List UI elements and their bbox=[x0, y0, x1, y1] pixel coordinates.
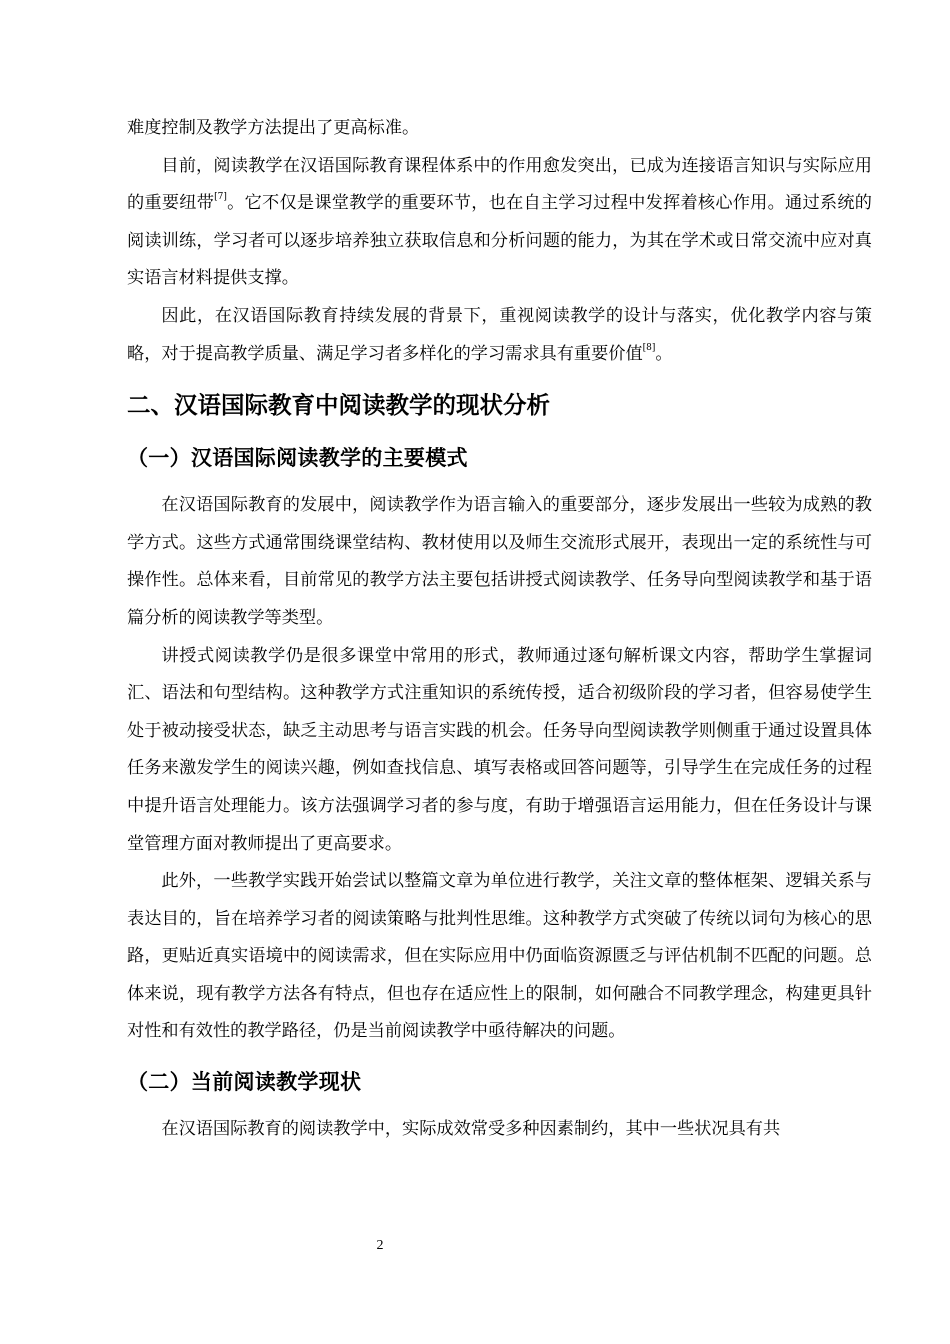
paragraph-text: 。 bbox=[655, 343, 673, 364]
paragraph-teaching-modes: 在汉语国际教育的发展中，阅读教学作为语言输入的重要部分，逐步发展出一些较为成熟的教学方式。这些方式通常围绕课堂结构、教材使用以及师生交流形式展开，表现出一定的系统性与可操作性。总体来看，目前常见的教学方法主要包括讲授式阅读教学、任务导向型阅读教学和基于语篇分析的阅读教学等类型。 bbox=[127, 495, 872, 628]
paragraph-text: 目前，阅读教学在汉语国际教育课程体系中的作用愈发突出，已成为连接语言知识与实际应用的重要纽带 bbox=[127, 155, 872, 214]
paragraph-current-status: 在汉语国际教育的阅读教学中，实际成效常受多种因素制约，其中一些状况具有共 bbox=[161, 1119, 781, 1140]
section-heading: 二、汉语国际教育中阅读教学的现状分析 bbox=[127, 391, 550, 420]
paragraph-conclusion bbox=[127, 298, 872, 373]
subsection-heading: （一）汉语国际阅读教学的主要模式 bbox=[127, 446, 468, 471]
citation-8[interactable]: [8] bbox=[642, 342, 656, 353]
paragraph-discourse-method: 此外，一些教学实践开始尝试以整篇文章为单位进行教学，关注文章的整体框架、逻辑关系与表达目的，旨在培养学习者的阅读策略与批判性思维。这种教学方式突破了传统以词句为核心的思路，更贴近真实语境中的阅读需求，但在实际应用中仍面临资源匮乏与评估机制不匹配的问题。总体来说，现有教学方法各有特点，但也存在适应性上的限制，如何融合不同教学理念，构建更具针对性和有效性的教学路径，仍是当前阅读教学中亟待解决的问题。 bbox=[127, 871, 872, 1042]
paragraph-text: 。它不仅是课堂教学的重要环节，也在自主学习过程中发挥着核心作用。通过系统的阅读训练，学习者可以逐步培养独立获取信息和分析问题的能力，为其在学术或日常交流中应对真实语言材料提供支撑。 bbox=[127, 193, 872, 289]
page-content bbox=[127, 110, 872, 1149]
subsection-heading: （二）当前阅读教学现状 bbox=[127, 1070, 362, 1095]
paragraph-text: 因此，在汉语国际教育持续发展的背景下，重视阅读教学的设计与落实，优化教学内容与策略，对于提高教学质量、满足学习者多样化的学习需求具有重要价值 bbox=[127, 305, 872, 364]
paragraph-continued: 难度控制及教学方法提出了更高标准。 bbox=[127, 118, 420, 138]
page-number: 2 bbox=[376, 1238, 384, 1253]
citation-7[interactable]: [7] bbox=[214, 192, 227, 203]
paragraph-lecture-task-methods: 讲授式阅读教学仍是很多课堂中常用的形式，教师通过逐句解析课文内容，帮助学生掌握词汇、语法和句型结构。这种教学方式注重知识的系统传授，适合初级阶段的学习者，但容易使学生处于被动接受状态，缺乏主动思考与语言实践的机会。任务导向型阅读教学则侧重于通过设置具体任务来激发学生的阅读兴趣，例如查找信息、填写表格或回答问题等，引导学生在完成任务的过程中提升语言处理能力。该方法强调学习者的参与度，有助于增强语言运用能力，但在任务设计与课堂管理方面对教师提出了更高要求。 bbox=[127, 645, 872, 854]
paragraph-reading-role bbox=[127, 148, 872, 298]
